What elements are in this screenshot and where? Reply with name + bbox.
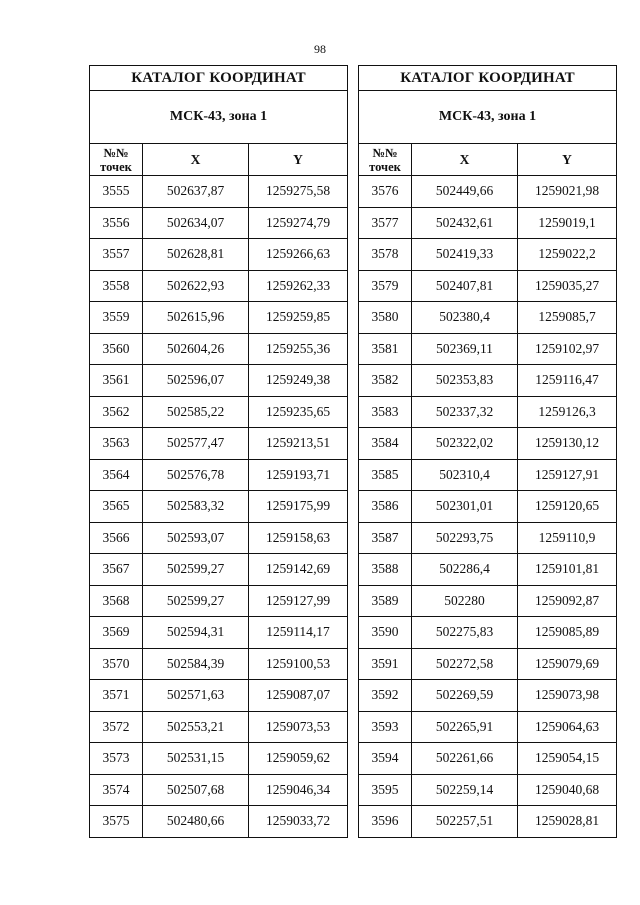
y-coordinate-cell: 1259110,9 xyxy=(518,522,617,554)
x-coordinate-cell: 502637,87 xyxy=(143,176,249,208)
table-row xyxy=(90,743,348,775)
y-coordinate-cell: 1259259,85 xyxy=(249,302,348,334)
point-number-cell: 3591 xyxy=(359,648,412,680)
y-coordinate-cell: 1259022,2 xyxy=(518,239,617,271)
point-number-cell: 3586 xyxy=(359,491,412,523)
table-row xyxy=(90,176,348,208)
table-row xyxy=(359,711,617,743)
x-coordinate-cell: 502269,59 xyxy=(412,680,518,712)
x-coordinate-cell: 502585,22 xyxy=(143,396,249,428)
table-row xyxy=(359,207,617,239)
y-coordinate-cell: 1259033,72 xyxy=(249,806,348,838)
y-coordinate-cell: 1259235,65 xyxy=(249,396,348,428)
y-coordinate-cell: 1259127,99 xyxy=(249,585,348,617)
y-coordinate-cell: 1259073,98 xyxy=(518,680,617,712)
point-number-cell: 3574 xyxy=(90,774,143,806)
y-coordinate-cell: 1259255,36 xyxy=(249,333,348,365)
y-coordinate-cell: 1259028,81 xyxy=(518,806,617,838)
x-coordinate-cell: 502353,83 xyxy=(412,365,518,397)
table-row xyxy=(359,680,617,712)
x-coordinate-cell: 502259,14 xyxy=(412,774,518,806)
point-number-cell: 3593 xyxy=(359,711,412,743)
y-coordinate-cell: 1259040,68 xyxy=(518,774,617,806)
x-coordinate-cell: 502604,26 xyxy=(143,333,249,365)
y-coordinate-cell: 1259266,63 xyxy=(249,239,348,271)
x-coordinate-cell: 502583,32 xyxy=(143,491,249,523)
y-coordinate-cell: 1259275,58 xyxy=(249,176,348,208)
x-coordinate-cell: 502286,4 xyxy=(412,554,518,586)
y-coordinate-cell: 1259064,63 xyxy=(518,711,617,743)
table-row xyxy=(359,554,617,586)
table-row xyxy=(359,522,617,554)
y-coordinate-cell: 1259158,63 xyxy=(249,522,348,554)
point-number-cell: 3573 xyxy=(90,743,143,775)
point-number-cell: 3561 xyxy=(90,365,143,397)
x-coordinate-cell: 502369,11 xyxy=(412,333,518,365)
table-row xyxy=(90,617,348,649)
y-coordinate-cell: 1259116,47 xyxy=(518,365,617,397)
table-row xyxy=(359,806,617,838)
point-number-cell: 3570 xyxy=(90,648,143,680)
point-number-header xyxy=(90,144,143,176)
table-row xyxy=(359,743,617,775)
y-coordinate-cell: 1259035,27 xyxy=(518,270,617,302)
table-row xyxy=(359,428,617,460)
x-coordinate-cell: 502322,02 xyxy=(412,428,518,460)
y-coordinate-cell: 1259079,69 xyxy=(518,648,617,680)
point-number-cell: 3576 xyxy=(359,176,412,208)
x-coordinate-cell: 502628,81 xyxy=(143,239,249,271)
point-number-cell: 3568 xyxy=(90,585,143,617)
table-row xyxy=(90,428,348,460)
x-coordinate-cell: 502599,27 xyxy=(143,585,249,617)
x-coordinate-cell: 502480,66 xyxy=(143,806,249,838)
y-header: Y xyxy=(518,144,617,176)
point-number-cell: 3566 xyxy=(90,522,143,554)
table-row xyxy=(90,554,348,586)
x-coordinate-cell: 502265,91 xyxy=(412,711,518,743)
table-row xyxy=(90,680,348,712)
point-number-cell: 3578 xyxy=(359,239,412,271)
table-row xyxy=(90,711,348,743)
table-row xyxy=(359,585,617,617)
y-coordinate-cell: 1259142,69 xyxy=(249,554,348,586)
y-coordinate-cell: 1259127,91 xyxy=(518,459,617,491)
point-number-cell: 3557 xyxy=(90,239,143,271)
page-number: 98 xyxy=(314,42,326,56)
y-coordinate-cell: 1259085,7 xyxy=(518,302,617,334)
x-coordinate-cell: 502272,58 xyxy=(412,648,518,680)
point-number-cell: 3577 xyxy=(359,207,412,239)
table-row xyxy=(359,365,617,397)
x-coordinate-cell: 502571,63 xyxy=(143,680,249,712)
y-coordinate-cell: 1259175,99 xyxy=(249,491,348,523)
x-coordinate-cell: 502615,96 xyxy=(143,302,249,334)
y-coordinate-cell: 1259102,97 xyxy=(518,333,617,365)
x-coordinate-cell: 502293,75 xyxy=(412,522,518,554)
x-coordinate-cell: 502280 xyxy=(412,585,518,617)
point-number-cell: 3590 xyxy=(359,617,412,649)
header-points-word: точек xyxy=(369,159,401,174)
point-number-cell: 3567 xyxy=(90,554,143,586)
point-number-cell: 3588 xyxy=(359,554,412,586)
y-coordinate-cell: 1259019,1 xyxy=(518,207,617,239)
point-number-cell: 3587 xyxy=(359,522,412,554)
y-coordinate-cell: 1259021,98 xyxy=(518,176,617,208)
table-row xyxy=(90,806,348,838)
header-number-sign: №№ xyxy=(372,145,398,160)
x-coordinate-cell: 502553,21 xyxy=(143,711,249,743)
point-number-cell: 3596 xyxy=(359,806,412,838)
point-number-cell: 3555 xyxy=(90,176,143,208)
coordinate-system-label: МСК-43, зона 1 xyxy=(359,91,617,144)
x-header: X xyxy=(143,144,249,176)
point-number-cell: 3585 xyxy=(359,459,412,491)
x-coordinate-cell: 502594,31 xyxy=(143,617,249,649)
y-coordinate-cell: 1259126,3 xyxy=(518,396,617,428)
table-row xyxy=(90,333,348,365)
point-number-cell: 3575 xyxy=(90,806,143,838)
table-row xyxy=(90,396,348,428)
point-number-cell: 3592 xyxy=(359,680,412,712)
table-row xyxy=(359,176,617,208)
point-number-cell: 3556 xyxy=(90,207,143,239)
point-number-cell: 3584 xyxy=(359,428,412,460)
table-row xyxy=(90,774,348,806)
x-coordinate-cell: 502596,07 xyxy=(143,365,249,397)
y-coordinate-cell: 1259249,38 xyxy=(249,365,348,397)
y-coordinate-cell: 1259101,81 xyxy=(518,554,617,586)
table-row xyxy=(359,459,617,491)
x-coordinate-cell: 502261,66 xyxy=(412,743,518,775)
x-coordinate-cell: 502599,27 xyxy=(143,554,249,586)
point-number-cell: 3580 xyxy=(359,302,412,334)
table-row xyxy=(90,270,348,302)
header-points-word: точек xyxy=(100,159,132,174)
y-coordinate-cell: 1259087,07 xyxy=(249,680,348,712)
x-coordinate-cell: 502301,01 xyxy=(412,491,518,523)
y-coordinate-cell: 1259193,71 xyxy=(249,459,348,491)
x-coordinate-cell: 502407,81 xyxy=(412,270,518,302)
point-number-cell: 3559 xyxy=(90,302,143,334)
table-row xyxy=(90,522,348,554)
x-coordinate-cell: 502310,4 xyxy=(412,459,518,491)
point-number-cell: 3563 xyxy=(90,428,143,460)
y-coordinate-cell: 1259085,89 xyxy=(518,617,617,649)
y-coordinate-cell: 1259100,53 xyxy=(249,648,348,680)
y-coordinate-cell: 1259092,87 xyxy=(518,585,617,617)
y-coordinate-cell: 1259262,33 xyxy=(249,270,348,302)
table-row xyxy=(90,239,348,271)
table-row xyxy=(359,270,617,302)
coordinate-catalog-left xyxy=(89,65,348,838)
x-coordinate-cell: 502257,51 xyxy=(412,806,518,838)
x-coordinate-cell: 502584,39 xyxy=(143,648,249,680)
point-number-cell: 3562 xyxy=(90,396,143,428)
table-row xyxy=(90,459,348,491)
table-row xyxy=(90,365,348,397)
y-coordinate-cell: 1259274,79 xyxy=(249,207,348,239)
point-number-cell: 3581 xyxy=(359,333,412,365)
x-coordinate-cell: 502634,07 xyxy=(143,207,249,239)
x-coordinate-cell: 502419,33 xyxy=(412,239,518,271)
point-number-cell: 3583 xyxy=(359,396,412,428)
x-coordinate-cell: 502507,68 xyxy=(143,774,249,806)
x-coordinate-cell: 502576,78 xyxy=(143,459,249,491)
x-coordinate-cell: 502531,15 xyxy=(143,743,249,775)
table-row xyxy=(90,491,348,523)
table-row xyxy=(359,617,617,649)
coordinate-system-label: МСК-43, зона 1 xyxy=(90,91,348,144)
point-number-cell: 3558 xyxy=(90,270,143,302)
table-row xyxy=(359,648,617,680)
table-row xyxy=(359,302,617,334)
catalog-title: КАТАЛОГ КООРДИНАТ xyxy=(90,66,348,91)
table-row xyxy=(359,333,617,365)
x-header: X xyxy=(412,144,518,176)
x-coordinate-cell: 502577,47 xyxy=(143,428,249,460)
x-coordinate-cell: 502337,32 xyxy=(412,396,518,428)
catalog-title: КАТАЛОГ КООРДИНАТ xyxy=(359,66,617,91)
x-coordinate-cell: 502593,07 xyxy=(143,522,249,554)
point-number-cell: 3589 xyxy=(359,585,412,617)
x-coordinate-cell: 502432,61 xyxy=(412,207,518,239)
coordinate-catalog-right xyxy=(358,65,617,838)
y-coordinate-cell: 1259114,17 xyxy=(249,617,348,649)
table-row xyxy=(90,207,348,239)
table-row xyxy=(359,774,617,806)
table-row xyxy=(90,648,348,680)
x-coordinate-cell: 502275,83 xyxy=(412,617,518,649)
point-number-header xyxy=(359,144,412,176)
point-number-cell: 3569 xyxy=(90,617,143,649)
point-number-cell: 3595 xyxy=(359,774,412,806)
point-number-cell: 3560 xyxy=(90,333,143,365)
y-coordinate-cell: 1259059,62 xyxy=(249,743,348,775)
y-header: Y xyxy=(249,144,348,176)
y-coordinate-cell: 1259120,65 xyxy=(518,491,617,523)
x-coordinate-cell: 502622,93 xyxy=(143,270,249,302)
y-coordinate-cell: 1259046,34 xyxy=(249,774,348,806)
table-row xyxy=(359,491,617,523)
y-coordinate-cell: 1259073,53 xyxy=(249,711,348,743)
point-number-cell: 3564 xyxy=(90,459,143,491)
table-row xyxy=(90,585,348,617)
point-number-cell: 3565 xyxy=(90,491,143,523)
x-coordinate-cell: 502380,4 xyxy=(412,302,518,334)
header-number-sign: №№ xyxy=(103,145,129,160)
table-row xyxy=(359,396,617,428)
x-coordinate-cell: 502449,66 xyxy=(412,176,518,208)
point-number-cell: 3594 xyxy=(359,743,412,775)
point-number-cell: 3579 xyxy=(359,270,412,302)
table-row xyxy=(90,302,348,334)
y-coordinate-cell: 1259054,15 xyxy=(518,743,617,775)
point-number-cell: 3571 xyxy=(90,680,143,712)
y-coordinate-cell: 1259130,12 xyxy=(518,428,617,460)
point-number-cell: 3582 xyxy=(359,365,412,397)
table-row xyxy=(359,239,617,271)
point-number-cell: 3572 xyxy=(90,711,143,743)
y-coordinate-cell: 1259213,51 xyxy=(249,428,348,460)
